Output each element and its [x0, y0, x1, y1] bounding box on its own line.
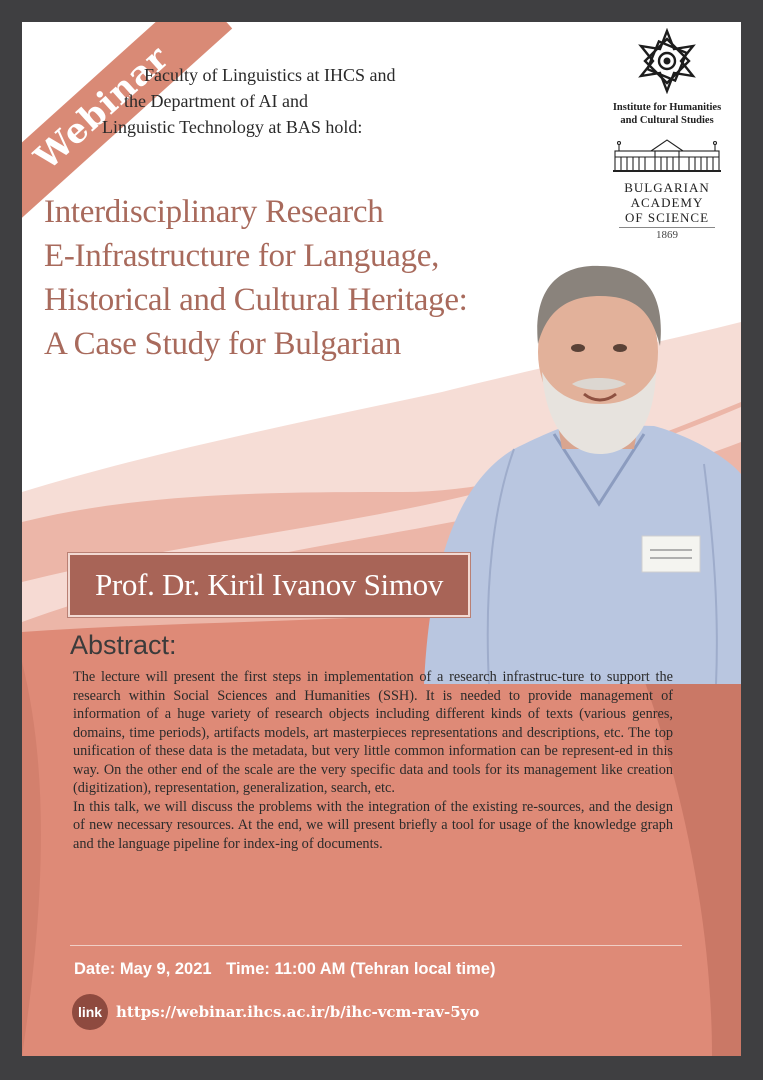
- webinar-label: Webinar: [27, 37, 177, 179]
- abstract-body: [73, 668, 673, 853]
- organizer-line-3: Linguistic Technology at BAS hold:: [102, 117, 363, 137]
- title-line-4: A Case Study for Bulgarian: [44, 326, 401, 362]
- poster-canvas: [22, 22, 741, 1056]
- webinar-link-row[interactable]: [72, 994, 479, 1030]
- ihcs-name: Institute for Humanities and Cultural Studies: [612, 102, 722, 126]
- abstract-heading: Abstract:: [70, 630, 177, 660]
- abstract-paragraph-1: The lecture will present the first steps in implementation of a research infrastruc-ture to support the research within Social Sciences and Humanities (SSH). It is needed to provide management of information of a huge variety of research objects including different kinds of texts (various genres, domains, time periods), artifacts models, art masterpieces representations and descriptions, etc. The top unification of these data is the metadata, but very little common information can be represent-ed in this way. On the other end of the scale are the very specific data and tools for its management like creation (digitization), representation, generalization, search, etc.: [73, 669, 673, 796]
- bas-name: BULGARIAN ACADEMY OF SCIENCE: [624, 180, 710, 225]
- speaker-photo: [404, 244, 741, 684]
- abstract-paragraph-2: In this talk, we will discuss the problems with the integration of the existing re-sources, and the design of new necessary resources. At the end, we will present briefly a tool for usage of the knowledge graph and the language pipeline for index-ing of documents.: [73, 798, 673, 852]
- speaker-name: Prof. Dr. Kiril Ivanov Simov: [94, 567, 444, 602]
- organizer-line-2: the Department of AI and: [124, 91, 308, 111]
- photo-name-tag: [642, 536, 700, 572]
- title-line-2: E-Infrastructure for Language,: [44, 238, 440, 274]
- ihcs-star-logo-icon: [634, 28, 700, 94]
- bas-building-icon: [611, 135, 723, 175]
- bas-founding-year: 1869: [619, 227, 715, 241]
- event-time: Time: 11:00 AM (Tehran local time): [226, 960, 496, 978]
- event-date: Date: May 9, 2021: [74, 960, 212, 978]
- divider: [70, 945, 682, 946]
- organizer-line-1: Faculty of Linguistics at IHCS and: [144, 65, 396, 85]
- title-line-3: Historical and Cultural Heritage:: [44, 282, 468, 318]
- title-line-1: Interdisciplinary Research: [44, 194, 384, 230]
- link-badge-icon: link: [72, 994, 108, 1030]
- speaker-name-box: [68, 553, 470, 617]
- logos: [607, 28, 727, 241]
- schedule: [74, 960, 495, 979]
- webinar-url[interactable]: https://webinar.ihcs.ac.ir/b/ihc-vcm-rav-5yo: [116, 1003, 480, 1021]
- organizers: [92, 62, 422, 140]
